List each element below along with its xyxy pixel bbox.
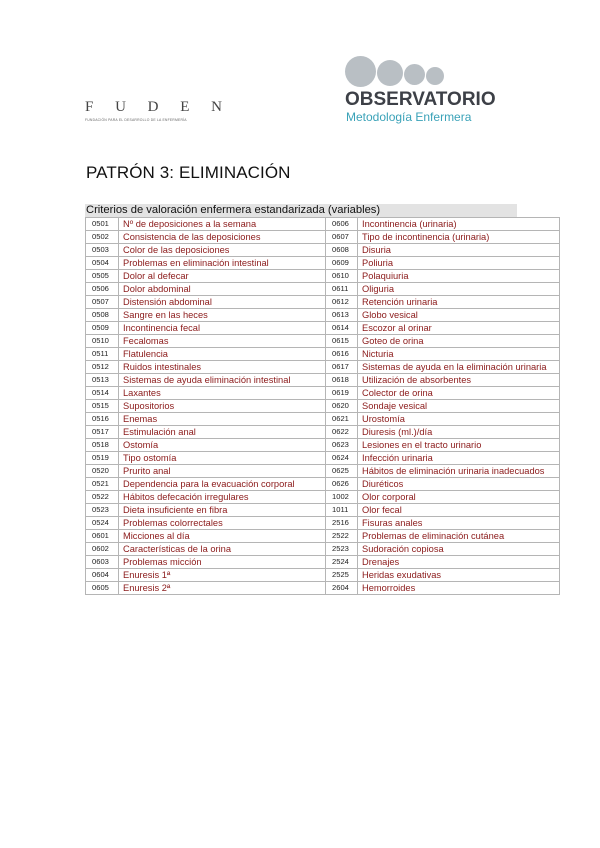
table-row — [86, 439, 560, 452]
table-row — [86, 465, 560, 478]
cell-code-right: 0609 — [326, 257, 358, 270]
fuden-logo — [85, 100, 235, 122]
cell-code-right: 0621 — [326, 413, 358, 426]
cell-code-right: 2524 — [326, 556, 358, 569]
fuden-logo-subtitle: FUNDACIÓN PARA EL DESARROLLO DE LA ENFERMERÍA — [85, 118, 187, 122]
cell-label-right: Lesiones en el tracto urinario — [358, 439, 560, 452]
cell-label-right: Urostomía — [358, 413, 560, 426]
table-row — [86, 556, 560, 569]
cell-label-right: Oliguria — [358, 283, 560, 296]
cell-code-left: 0501 — [86, 218, 119, 231]
cell-label-left: Dolor al defecar — [119, 270, 326, 283]
table-row — [86, 387, 560, 400]
cell-label-left: Incontinencia fecal — [119, 322, 326, 335]
cell-label-right: Retención urinaria — [358, 296, 560, 309]
observatorio-subtitle: Metodología Enfermera — [346, 110, 472, 124]
section-heading: Criterios de valoración enfermera estandarizada (variables) — [85, 204, 517, 217]
cell-code-left: 0604 — [86, 569, 119, 582]
fuden-logo-title: F U D E N — [85, 99, 232, 115]
cell-label-left: Tipo ostomía — [119, 452, 326, 465]
cell-label-left: Color de las deposiciones — [119, 244, 326, 257]
cell-code-left: 0516 — [86, 413, 119, 426]
cell-label-right: Colector de orina — [358, 387, 560, 400]
cell-code-right: 1002 — [326, 491, 358, 504]
cell-label-left: Dolor abdominal — [119, 283, 326, 296]
cell-label-right: Nicturia — [358, 348, 560, 361]
cell-label-left: Enuresis 1ª — [119, 569, 326, 582]
cell-label-left: Problemas en eliminación intestinal — [119, 257, 326, 270]
table-row — [86, 426, 560, 439]
observatorio-dots-icon — [345, 56, 515, 88]
cell-label-right: Sudoración copiosa — [358, 543, 560, 556]
cell-code-left: 0521 — [86, 478, 119, 491]
cell-code-right: 2523 — [326, 543, 358, 556]
cell-label-right: Sondaje vesical — [358, 400, 560, 413]
table-row — [86, 270, 560, 283]
table-row — [86, 296, 560, 309]
cell-label-left: Dependencia para la evacuación corporal — [119, 478, 326, 491]
cell-code-right: 0611 — [326, 283, 358, 296]
table-row — [86, 400, 560, 413]
cell-label-left: Flatulencia — [119, 348, 326, 361]
table-row — [86, 257, 560, 270]
cell-code-left: 0507 — [86, 296, 119, 309]
cell-code-left: 0513 — [86, 374, 119, 387]
table-row — [86, 504, 560, 517]
cell-code-left: 0519 — [86, 452, 119, 465]
cell-label-right: Drenajes — [358, 556, 560, 569]
cell-label-right: Heridas exudativas — [358, 569, 560, 582]
cell-label-right: Tipo de incontinencia (urinaria) — [358, 231, 560, 244]
criteria-table — [85, 217, 560, 595]
cell-code-right: 0612 — [326, 296, 358, 309]
cell-code-right: 0614 — [326, 322, 358, 335]
cell-code-right: 1011 — [326, 504, 358, 517]
table-row — [86, 582, 560, 595]
cell-label-left: Hábitos defecación irregulares — [119, 491, 326, 504]
cell-code-left: 0605 — [86, 582, 119, 595]
cell-label-right: Goteo de orina — [358, 335, 560, 348]
cell-label-left: Problemas colorrectales — [119, 517, 326, 530]
cell-label-left: Ruidos intestinales — [119, 361, 326, 374]
cell-label-left: Micciones al día — [119, 530, 326, 543]
cell-label-left: Sangre en las heces — [119, 309, 326, 322]
cell-label-left: Características de la orina — [119, 543, 326, 556]
table-row — [86, 218, 560, 231]
cell-code-left: 0509 — [86, 322, 119, 335]
cell-code-right: 0620 — [326, 400, 358, 413]
cell-code-left: 0503 — [86, 244, 119, 257]
cell-code-right: 0607 — [326, 231, 358, 244]
table-row — [86, 335, 560, 348]
table-row — [86, 569, 560, 582]
cell-code-right: 2604 — [326, 582, 358, 595]
cell-code-right: 2525 — [326, 569, 358, 582]
cell-label-left: Sistemas de ayuda eliminación intestinal — [119, 374, 326, 387]
cell-label-left: Dieta insuficiente en fibra — [119, 504, 326, 517]
cell-label-left: Prurito anal — [119, 465, 326, 478]
cell-code-left: 0502 — [86, 231, 119, 244]
cell-code-left: 0518 — [86, 439, 119, 452]
cell-code-left: 0508 — [86, 309, 119, 322]
table-row — [86, 413, 560, 426]
cell-code-right: 0613 — [326, 309, 358, 322]
cell-label-left: Enemas — [119, 413, 326, 426]
cell-label-right: Disuria — [358, 244, 560, 257]
cell-code-left: 0603 — [86, 556, 119, 569]
cell-label-left: Distensión abdominal — [119, 296, 326, 309]
cell-label-right: Incontinencia (urinaria) — [358, 218, 560, 231]
cell-label-right: Poliuria — [358, 257, 560, 270]
page-title: PATRÓN 3: ELIMINACIÓN — [86, 163, 291, 182]
cell-label-left: Fecalomas — [119, 335, 326, 348]
table-row — [86, 374, 560, 387]
cell-label-left: Estimulación anal — [119, 426, 326, 439]
cell-label-right: Hábitos de eliminación urinaria inadecuados — [358, 465, 560, 478]
cell-label-right: Utilización de absorbentes — [358, 374, 560, 387]
cell-code-right: 0619 — [326, 387, 358, 400]
cell-label-right: Problemas de eliminación cutánea — [358, 530, 560, 543]
cell-label-left: Nº de deposiciones a la semana — [119, 218, 326, 231]
table-row — [86, 517, 560, 530]
cell-code-left: 0515 — [86, 400, 119, 413]
cell-label-right: Diuréticos — [358, 478, 560, 491]
cell-label-right: Diuresis (ml.)/día — [358, 426, 560, 439]
cell-code-left: 0602 — [86, 543, 119, 556]
cell-code-right: 0622 — [326, 426, 358, 439]
cell-code-left: 0514 — [86, 387, 119, 400]
cell-label-right: Polaquiuria — [358, 270, 560, 283]
cell-code-left: 0504 — [86, 257, 119, 270]
cell-code-left: 0510 — [86, 335, 119, 348]
cell-code-left: 0506 — [86, 283, 119, 296]
cell-code-left: 0517 — [86, 426, 119, 439]
table-row — [86, 452, 560, 465]
table-row — [86, 322, 560, 335]
table-row — [86, 348, 560, 361]
cell-label-right: Globo vesical — [358, 309, 560, 322]
cell-label-right: Olor corporal — [358, 491, 560, 504]
cell-code-right: 0616 — [326, 348, 358, 361]
cell-code-left: 0522 — [86, 491, 119, 504]
cell-code-right: 2516 — [326, 517, 358, 530]
cell-label-right: Hemorroides — [358, 582, 560, 595]
table-row — [86, 309, 560, 322]
observatorio-logo — [345, 56, 515, 124]
cell-code-left: 0523 — [86, 504, 119, 517]
cell-label-right: Escozor al orinar — [358, 322, 560, 335]
cell-code-right: 2522 — [326, 530, 358, 543]
cell-code-right: 0615 — [326, 335, 358, 348]
cell-code-right: 0608 — [326, 244, 358, 257]
cell-code-right: 0606 — [326, 218, 358, 231]
table-row — [86, 491, 560, 504]
cell-label-right: Sistemas de ayuda en la eliminación urinaria — [358, 361, 560, 374]
table-row — [86, 530, 560, 543]
cell-code-left: 0512 — [86, 361, 119, 374]
table-row — [86, 361, 560, 374]
cell-label-left: Enuresis 2ª — [119, 582, 326, 595]
table-row — [86, 231, 560, 244]
cell-code-left: 0520 — [86, 465, 119, 478]
cell-label-right: Olor fecal — [358, 504, 560, 517]
cell-label-left: Supositorios — [119, 400, 326, 413]
cell-code-left: 0524 — [86, 517, 119, 530]
observatorio-title: OBSERVATORIO — [345, 89, 496, 110]
cell-code-right: 0626 — [326, 478, 358, 491]
cell-label-left: Problemas micción — [119, 556, 326, 569]
cell-label-left: Laxantes — [119, 387, 326, 400]
cell-label-left: Consistencia de las deposiciones — [119, 231, 326, 244]
cell-code-left: 0601 — [86, 530, 119, 543]
cell-code-right: 0625 — [326, 465, 358, 478]
cell-code-right: 0610 — [326, 270, 358, 283]
cell-code-right: 0623 — [326, 439, 358, 452]
cell-code-right: 0618 — [326, 374, 358, 387]
table-row — [86, 478, 560, 491]
table-row — [86, 283, 560, 296]
cell-code-right: 0617 — [326, 361, 358, 374]
cell-label-left: Ostomía — [119, 439, 326, 452]
cell-label-right: Fisuras anales — [358, 517, 560, 530]
table-row — [86, 543, 560, 556]
cell-code-left: 0505 — [86, 270, 119, 283]
cell-code-left: 0511 — [86, 348, 119, 361]
table-row — [86, 244, 560, 257]
cell-label-right: Infección urinaria — [358, 452, 560, 465]
cell-code-right: 0624 — [326, 452, 358, 465]
